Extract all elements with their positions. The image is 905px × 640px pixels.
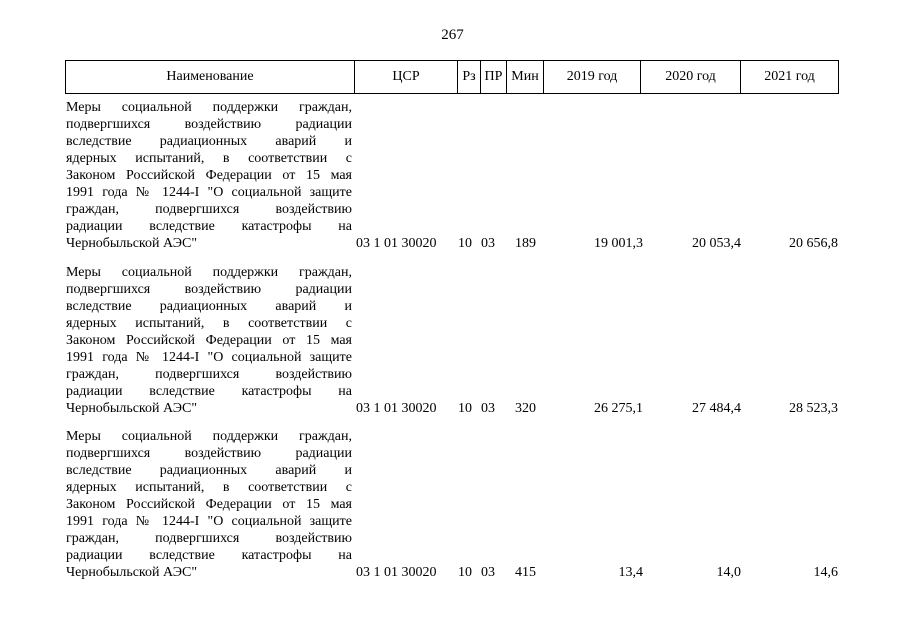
description-line: ядерных испытаний, в соответствии с [66,480,352,495]
column-header-csr: ЦСР [355,61,458,93]
row-2020: 20 053,4 [692,236,741,251]
description-line: Меры социальной поддержки граждан, [66,429,352,444]
description-line: граждан, подвергшихся воздействию [66,202,352,217]
page-number: 267 [441,27,464,43]
row-2021: 28 523,3 [789,401,838,416]
column-header-rz: Рз [458,61,481,93]
description-line: Чернобыльской АЭС" [66,401,198,416]
row-description [66,264,352,417]
row-description [66,428,352,581]
description-line: граждан, подвергшихся воздействию [66,367,352,382]
row-pr: 03 [481,401,495,416]
row-min: 189 [515,236,536,251]
description-line: Меры социальной поддержки граждан, [66,100,352,115]
description-line: 1991 года № 1244-I "О социальной защите [66,185,352,200]
description-line: подвергшихся воздействию радиации [66,446,352,461]
row-2020: 27 484,4 [692,401,741,416]
row-2021: 14,6 [813,565,838,580]
row-2020: 14,0 [716,565,741,580]
description-line: Законом Российской Федерации от 15 мая [66,168,352,183]
row-2021: 20 656,8 [789,236,838,251]
row-rz: 10 [458,236,472,251]
description-line: вследствие радиационных аварий и [66,134,352,149]
row-2019: 13,4 [618,565,643,580]
description-line: подвергшихся воздействию радиации [66,117,352,132]
description-line: Чернобыльской АЭС" [66,236,198,251]
description-line: подвергшихся воздействию радиации [66,282,352,297]
column-header-2019: 2019 год [544,61,641,93]
row-2019: 19 001,3 [594,236,643,251]
row-csr: 03 1 01 30020 [356,236,437,251]
row-min: 320 [515,401,536,416]
row-description [66,99,352,252]
description-line: Чернобыльской АЭС" [66,565,198,580]
description-line: 1991 года № 1244-I "О социальной защите [66,350,352,365]
column-header-name: Наименование [66,61,355,93]
description-line: граждан, подвергшихся воздействию [66,531,352,546]
row-pr: 03 [481,236,495,251]
description-line: вследствие радиационных аварий и [66,463,352,478]
row-pr: 03 [481,565,495,580]
description-line: Законом Российской Федерации от 15 мая [66,333,352,348]
description-line: радиации вследствие катастрофы на [66,219,352,234]
description-line: Законом Российской Федерации от 15 мая [66,497,352,512]
description-line: 1991 года № 1244-I "О социальной защите [66,514,352,529]
column-header-min: Мин [507,61,544,93]
description-line: ядерных испытаний, в соответствии с [66,316,352,331]
description-line: ядерных испытаний, в соответствии с [66,151,352,166]
description-line: радиации вследствие катастрофы на [66,384,352,399]
row-csr: 03 1 01 30020 [356,565,437,580]
description-line: радиации вследствие катастрофы на [66,548,352,563]
row-csr: 03 1 01 30020 [356,401,437,416]
row-rz: 10 [458,565,472,580]
row-rz: 10 [458,401,472,416]
column-header-2021: 2021 год [764,69,815,84]
row-2019: 26 275,1 [594,401,643,416]
column-header-2020: 2020 год [641,61,741,93]
description-line: Меры социальной поддержки граждан, [66,265,352,280]
row-min: 415 [515,565,536,580]
table-header [65,60,839,94]
column-header-pr: ПР [481,61,507,93]
description-line: вследствие радиационных аварий и [66,299,352,314]
